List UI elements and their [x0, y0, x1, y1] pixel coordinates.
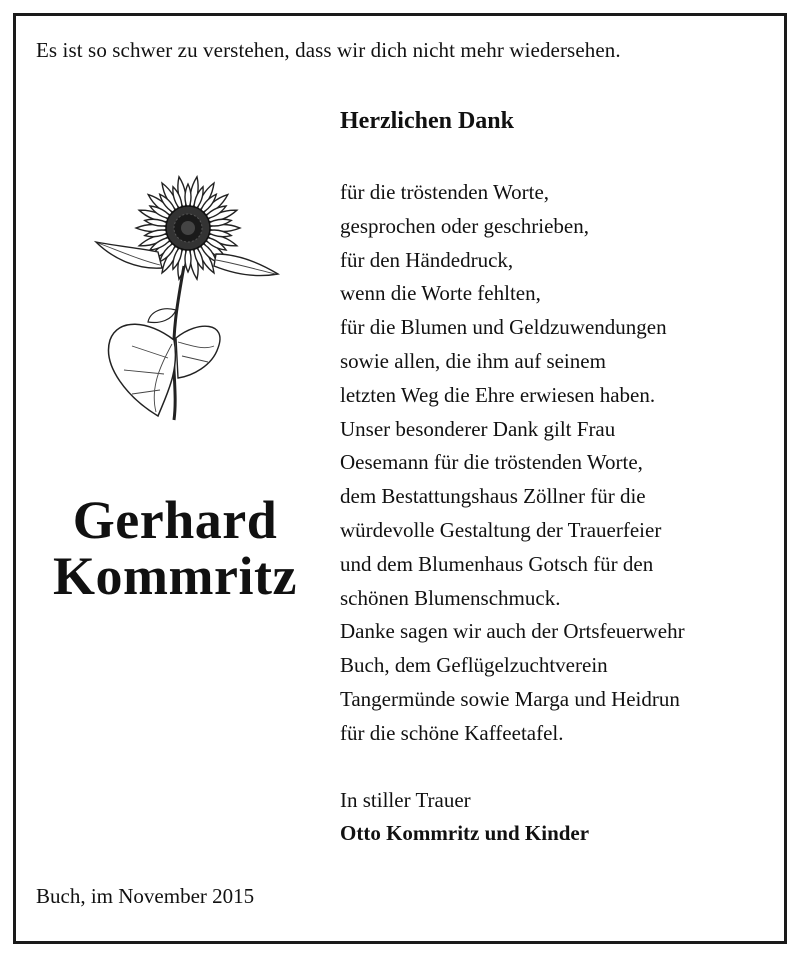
text-line: Danke sagen wir auch der Ortsfeuerwehr	[340, 619, 685, 644]
closing-phrase: In stiller Trauer	[340, 788, 471, 812]
text-line: für die Blumen und Geldzuwendungen	[340, 315, 667, 340]
text-line: sowie allen, die ihm auf seinem	[340, 348, 606, 373]
text-line: und dem Blumenhaus Gotsch für den	[340, 551, 654, 576]
text-line: würdevolle Gestaltung der Trauerfeier	[340, 517, 662, 542]
text-line: gesprochen oder geschrieben,	[340, 213, 589, 238]
thanks-heading: Herzlichen Dank	[340, 108, 514, 134]
text-line: schönen Blumenschmuck.	[340, 585, 561, 610]
lower-right-leaf	[176, 326, 220, 378]
text-line: Tangermünde sowie Marga und Heidrun	[340, 686, 680, 711]
text-line: Buch, dem Geflügelzuchtverein	[340, 653, 608, 678]
text-line: letzten Weg die Ehre erwiesen haben.	[340, 382, 656, 407]
text-line: dem Bestattungshaus Zöllner für die	[340, 484, 646, 509]
text-line: wenn die Worte fehlten,	[340, 281, 541, 306]
sunflower-icon	[88, 170, 288, 425]
text-line: für den Händedruck,	[340, 247, 514, 272]
deceased-first-name: Gerhard	[72, 490, 278, 550]
place-date: Buch, im November 2015	[36, 884, 255, 908]
deceased-name	[30, 492, 320, 604]
text-line: Oesemann für die tröstenden Worte,	[340, 450, 643, 475]
text-line: für die schöne Kaffeetafel.	[340, 720, 564, 745]
lower-left-leaf	[109, 324, 176, 416]
signers: Otto Kommritz und Kinder	[340, 821, 590, 845]
closing-block	[340, 784, 589, 850]
small-leaf	[148, 309, 176, 323]
text-line: Unser besonderer Dank gilt Frau	[340, 416, 616, 441]
thanks-text	[340, 176, 685, 751]
text-line: für die tröstenden Worte,	[340, 180, 550, 204]
intro-line: Es ist so schwer zu verstehen, dass wir dich nicht mehr wiedersehen.	[36, 38, 621, 62]
deceased-last-name: Kommritz	[53, 546, 297, 606]
